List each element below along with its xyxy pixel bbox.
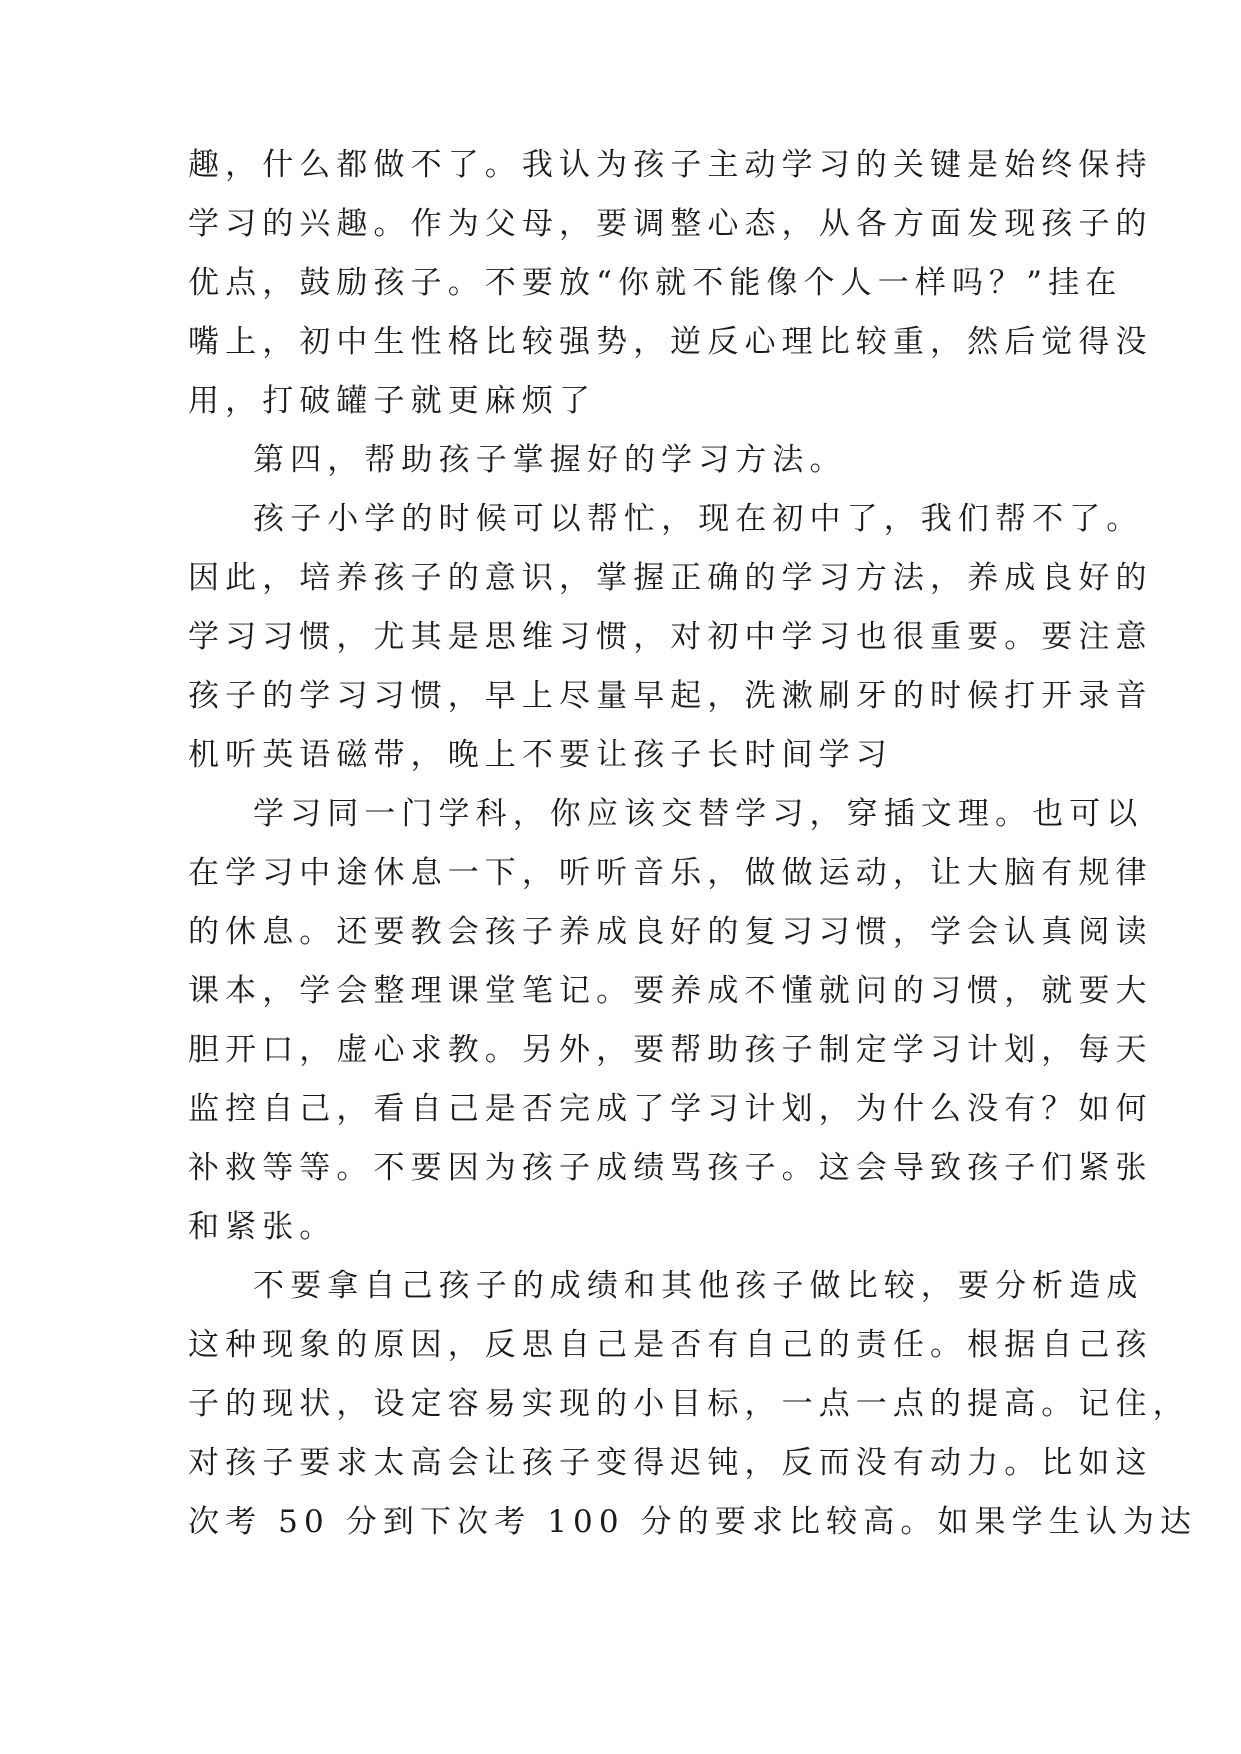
text-line: 孩子的学习习惯，早上尽量早起，洗漱刷牙的时候打开录音 — [188, 678, 1153, 714]
text-line: 学习同一门学科，你应该交替学习，穿插文理。也可以 — [253, 796, 1144, 832]
text-line: 监控自己，看自己是否完成了学习计划，为什么没有？如何 — [188, 1091, 1153, 1127]
text-line: 这种现象的原因，反思自己是否有自己的责任。根据自己孩 — [188, 1327, 1153, 1363]
text-line: 因此，培养孩子的意识，掌握正确的学习方法，养成良好的 — [188, 560, 1153, 596]
text-line: 的休息。还要教会孩子养成良好的复习习惯，学会认真阅读 — [188, 914, 1153, 950]
text-line: 机听英语磁带，晚上不要让孩子长时间学习 — [188, 737, 893, 773]
text-line: 子的现状，设定容易实现的小目标，一点一点的提高。记住， — [188, 1386, 1190, 1422]
text-line: 胆开口，虚心求教。另外，要帮助孩子制定学习计划，每天 — [188, 1032, 1153, 1068]
text-line: 优点，鼓励孩子。不要放“你就不能像个人一样吗？”挂在 — [188, 265, 1123, 301]
text-line: 学习习惯，尤其是思维习惯，对初中学习也很重要。要注意 — [188, 619, 1153, 655]
text-line: 嘴上，初中生性格比较强势，逆反心理比较重，然后觉得没 — [188, 324, 1153, 360]
text-line: 趣，什么都做不了。我认为孩子主动学习的关键是始终保持 — [188, 147, 1153, 183]
text-line: 学习的兴趣。作为父母，要调整心态，从各方面发现孩子的 — [188, 206, 1153, 242]
text-line: 不要拿自己孩子的成绩和其他孩子做比较，要分析造成 — [253, 1268, 1144, 1304]
text-line: 在学习中途休息一下，听听音乐，做做运动，让大脑有规律 — [188, 855, 1153, 891]
text-line: 课本，学会整理课堂笔记。要养成不懂就问的习惯，就要大 — [188, 973, 1153, 1009]
section-heading: 第四，帮助孩子掌握好的学习方法。 — [253, 442, 847, 478]
text-line: 次考 50 分到下次考 100 分的要求比较高。如果学生认为达 — [188, 1504, 1198, 1540]
text-line: 用，打破罐子就更麻烦了 — [188, 383, 597, 419]
text-line: 孩子小学的时候可以帮忙，现在初中了，我们帮不了。 — [253, 501, 1144, 537]
text-line: 和紧张。 — [188, 1209, 337, 1245]
text-line: 对孩子要求太高会让孩子变得迟钝，反而没有动力。比如这 — [188, 1445, 1153, 1481]
text-line: 补救等等。不要因为孩子成绩骂孩子。这会导致孩子们紧张 — [188, 1150, 1153, 1186]
